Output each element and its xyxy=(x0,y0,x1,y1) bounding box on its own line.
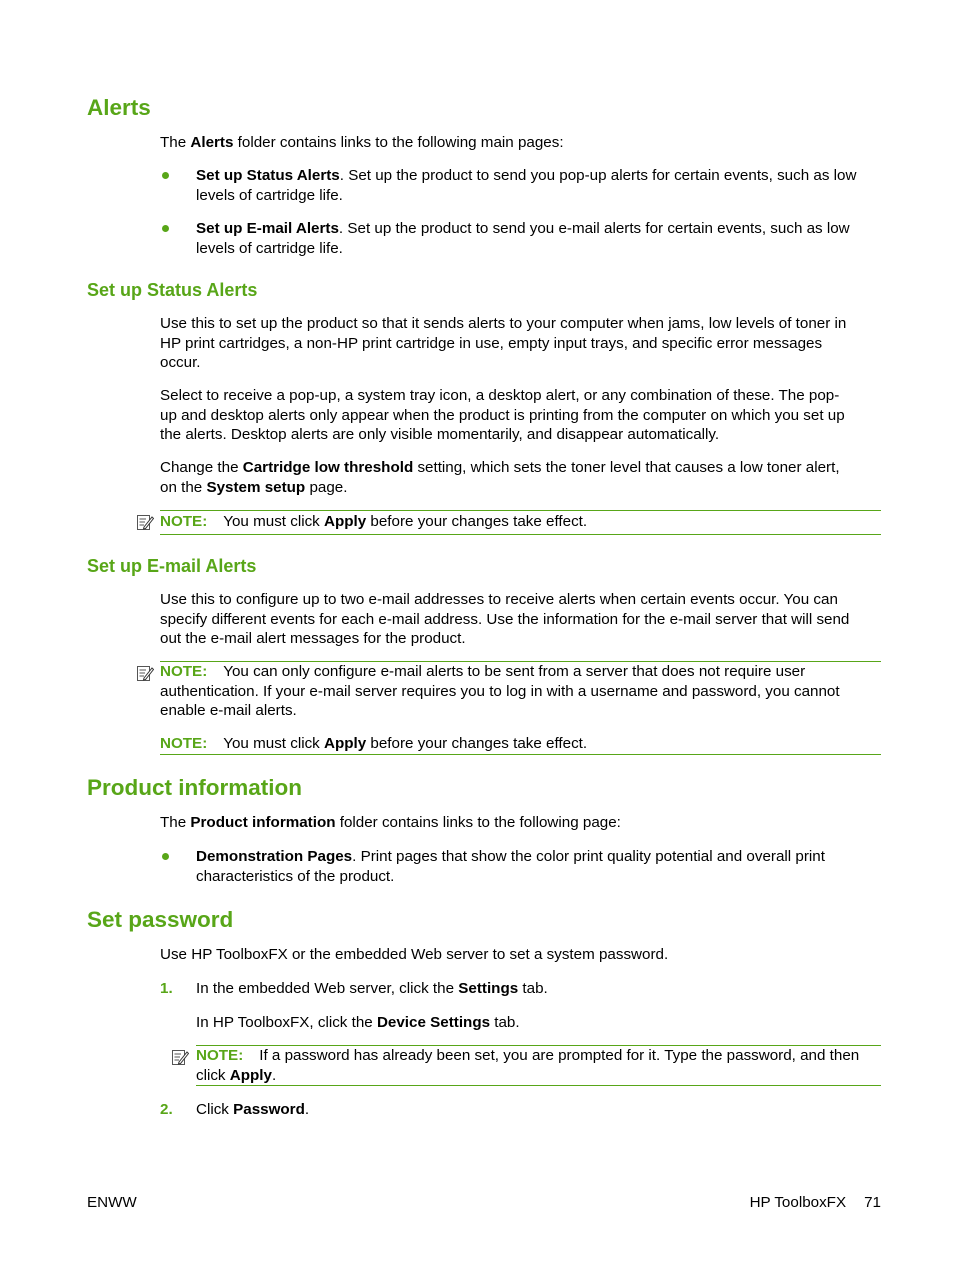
status-alerts-paragraph-3: Change the Cartridge low threshold setting, which sets the toner level that causes a low toner alert, on the System setup page. xyxy=(160,459,840,496)
email-alerts-paragraph-1: Use this to configure up to two e-mail addresses to receive alerts when certain events occur. You can specify different events for each e-mail address. Use the information for the e-mail server that will send out the e-mail alert messages for the product. xyxy=(160,591,850,647)
bullet-dot xyxy=(162,172,169,179)
note-bottom-rule xyxy=(196,1085,881,1086)
email-alerts-note-1: NOTE: You can only configure e-mail alerts to be sent from a server that does not require user authentication. If your e-mail server requires you to log in with a username and password, you cannot enable e-mail alerts. xyxy=(160,663,840,719)
alerts-bullet-email: Set up E-mail Alerts. Set up the product to send you e-mail alerts for certain events, such as low levels of cartridge life. xyxy=(196,220,850,257)
heading-product-information: Product information xyxy=(87,775,302,800)
set-password-step-1-detail: In HP ToolboxFX, click the Device Settings tab. xyxy=(196,1014,520,1031)
status-alerts-paragraph-2: Select to receive a pop-up, a system tray icon, a desktop alert, or any combination of these. The pop- up and desktop alerts only appear when the product is printing from the computer on which you set up the alerts. Desktop alerts are only visible momentarily, and disappear automatically. xyxy=(160,387,845,443)
footer-left: ENWW xyxy=(87,1194,137,1211)
status-alerts-paragraph-1: Use this to set up the product so that it sends alerts to your computer when jams, low levels of toner in HP print cartridges, a non-HP print cartridge in use, empty input trays, and specific error messages occur. xyxy=(160,315,847,371)
heading-email-alerts: Set up E-mail Alerts xyxy=(87,556,257,576)
product-info-bullet-demo: Demonstration Pages. Print pages that show the color print quality potential and overall print characteristics of the product. xyxy=(196,848,825,885)
note-pencil-icon xyxy=(171,1048,189,1066)
step-number: 2. xyxy=(160,1101,173,1118)
note-top-rule xyxy=(160,510,881,511)
heading-status-alerts: Set up Status Alerts xyxy=(87,280,258,300)
alerts-intro: The Alerts folder contains links to the following main pages: xyxy=(160,134,564,151)
heading-set-password: Set password xyxy=(87,907,234,932)
set-password-note: NOTE: If a password has already been set, you are prompted for it. Type the password, and then click Apply. xyxy=(196,1047,860,1084)
product-info-intro: The Product information folder contains links to the following page: xyxy=(160,814,621,831)
bullet-dot xyxy=(162,853,169,860)
email-alerts-note-2: NOTE: You must click Apply before your changes take effect. xyxy=(160,735,588,752)
note-bottom-rule xyxy=(160,754,881,755)
footer-right: HP ToolboxFX 71 xyxy=(749,1194,881,1211)
note-pencil-icon xyxy=(136,664,154,682)
step-number: 1. xyxy=(160,980,173,997)
status-alerts-note: NOTE: You must click Apply before your changes take effect. xyxy=(160,513,588,530)
heading-alerts: Alerts xyxy=(87,95,151,120)
note-pencil-icon xyxy=(136,513,154,531)
alerts-bullet-status: Set up Status Alerts. Set up the product to send you pop-up alerts for certain events, such as low levels of cartridge life. xyxy=(196,167,857,204)
bullet-dot xyxy=(162,225,169,232)
note-bottom-rule xyxy=(160,534,881,535)
page-number: 71 xyxy=(864,1194,881,1211)
set-password-step-1: In the embedded Web server, click the Settings tab. xyxy=(196,980,548,997)
set-password-intro: Use HP ToolboxFX or the embedded Web server to set a system password. xyxy=(160,946,669,963)
set-password-step-2: Click Password. xyxy=(196,1101,310,1118)
